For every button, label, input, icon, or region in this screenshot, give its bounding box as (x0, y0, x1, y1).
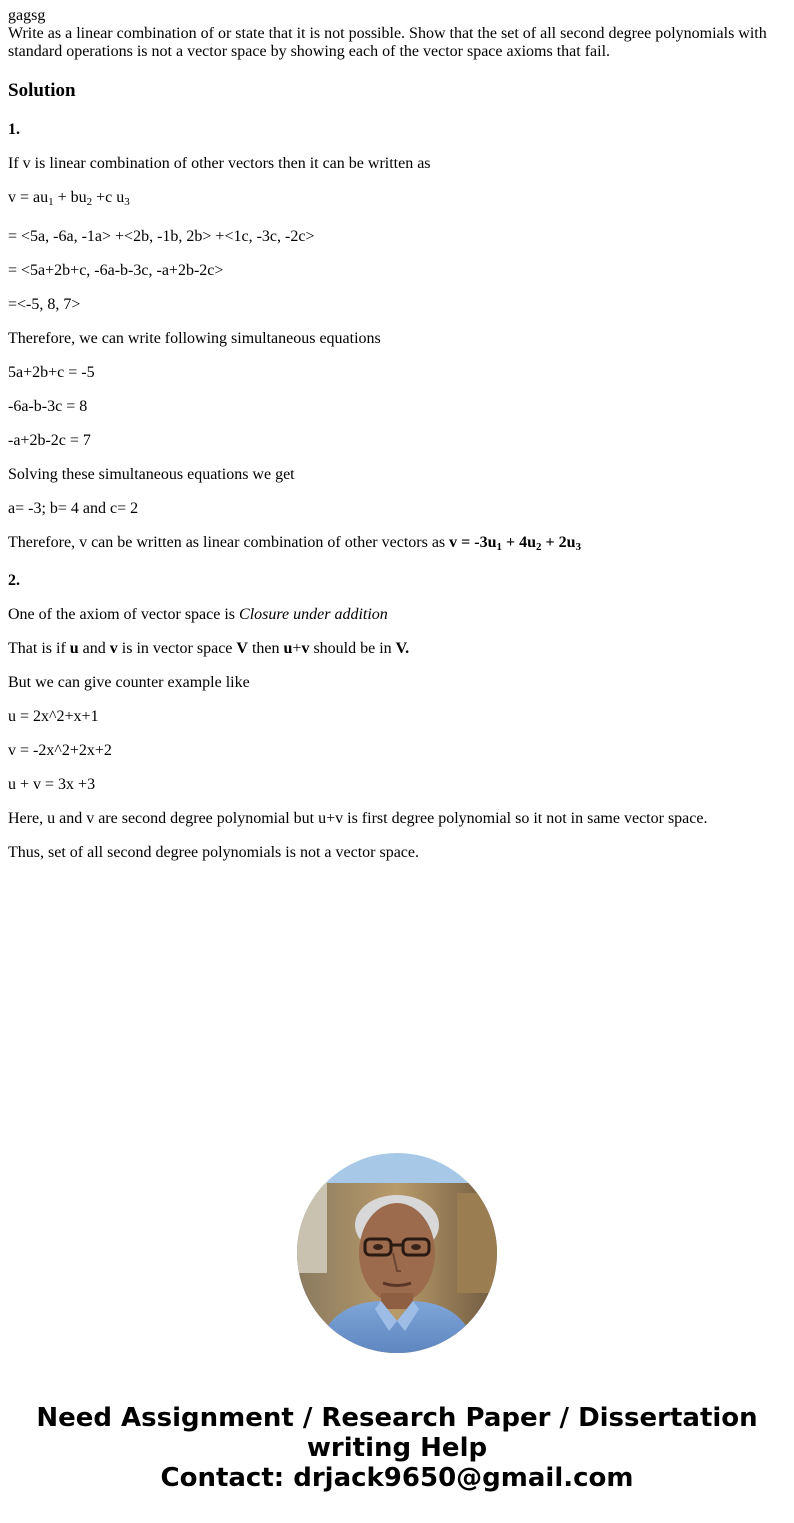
equation-v: $v = au_1 + bu_2 +c$ $u_3$ (8, 189, 130, 208)
solution-values: a= -3; b= 4 and c= 2 (8, 500, 139, 517)
axiom-text: One of the axiom of vector space is Closure under addition (8, 606, 388, 623)
banner-contact: Contact: drjack9650@gmail.com (160, 1463, 634, 1493)
question-block (8, 7, 786, 61)
solution-title: Solution (8, 80, 76, 101)
expansion-3: =<-5, 8, 7> (8, 296, 81, 313)
v-definition: v = -2x^2+2x+2 (8, 742, 112, 759)
banner-line-1: Need Assignment / Research Paper / Dissertation (36, 1403, 758, 1433)
question-tag: gagsg (8, 7, 46, 24)
tutor-photo (297, 1153, 497, 1353)
solving-text: Solving these simultaneous equations we get (8, 466, 295, 483)
equation-3: -a+2b-2c = 7 (8, 432, 91, 449)
sum-result: u + v = 3x +3 (8, 776, 96, 793)
expansion-1: = <5a, -6a, -1a> +<2b, -1b, 2b> +<1c, -3c, -2c> (8, 228, 315, 245)
therefore-equations: Therefore, we can write following simultaneous equations (8, 330, 381, 347)
final-conclusion: Thus, set of all second degree polynomials is not a vector space. (8, 844, 419, 861)
equation-1: 5a+2b+c = -5 (8, 364, 95, 381)
equation-2: -6a-b-3c = 8 (8, 398, 88, 415)
question-text: Write as a linear combination of or state that it is not possible. Show that the set of all second degree polynomials with standard operations is not a vector space by showing each of the vector space axioms that fail. (8, 25, 767, 60)
part1-conclusion: Therefore, v can be written as linear combination of other vectors as $v = -3u_1 + 4u_2 + 2u_3$ (8, 534, 582, 553)
u-definition: u = 2x^2+x+1 (8, 708, 99, 725)
part1-number: 1. (8, 121, 20, 138)
expansion-2: = <5a+2b+c, -6a-b-3c, -a+2b-2c> (8, 262, 224, 279)
closure-definition: That is if u and v is in vector space V then u+v should be in V. (8, 640, 410, 657)
tutor-photo-illustration (297, 1153, 497, 1353)
counter-example-intro: But we can give counter example like (8, 674, 250, 691)
explanation-text: Here, u and v are second degree polynomial but u+v is first degree polynomial so it not in same vector space. (8, 810, 708, 827)
part2-number: 2. (8, 572, 20, 589)
promo-banner (0, 1403, 794, 1493)
part1-intro: If v is linear combination of other vectors then it can be written as (8, 155, 431, 172)
banner-line-2: writing Help (306, 1433, 488, 1463)
